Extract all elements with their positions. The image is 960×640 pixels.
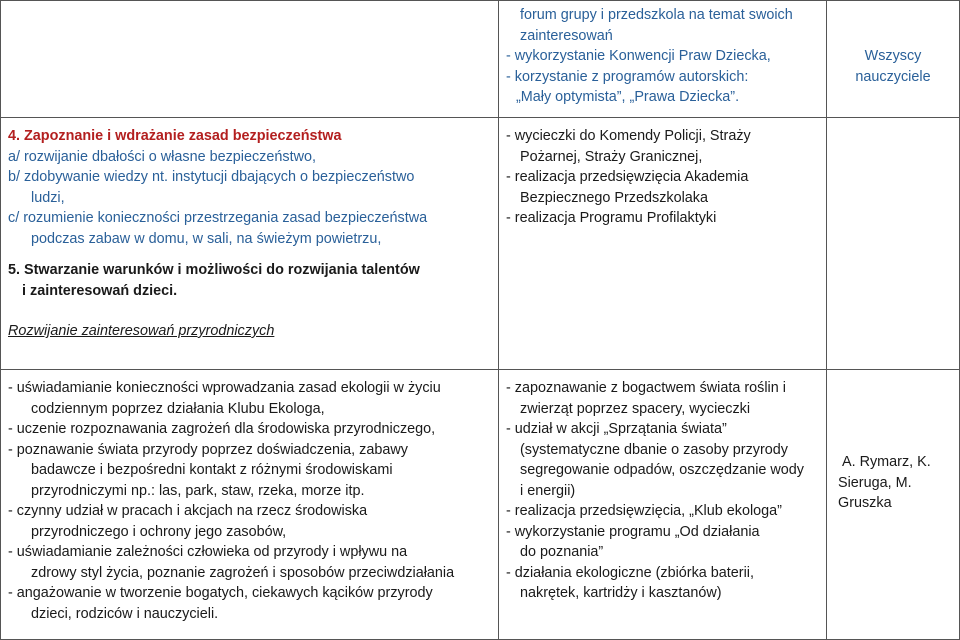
goal-line: - uświadamianie zależności człowieka od przyrody i wpływu na bbox=[8, 544, 408, 560]
method-line: i energii) bbox=[520, 482, 576, 499]
text-line: - wykorzystanie Konwencji Praw Dziecka, bbox=[506, 48, 771, 64]
goal-line: - uświadamianie konieczności wprowadzania zasad ekologii w życiu bbox=[8, 380, 441, 396]
goal-line: dzieci, rodziców i nauczycieli. bbox=[31, 605, 219, 622]
text-line: zainteresowań bbox=[520, 27, 613, 44]
goal-line: - angażowanie w tworzenie bogatych, ciekawych kącików przyrody bbox=[8, 585, 433, 601]
goal-c-cont: podczas zabaw w domu, w sali, na świeżym powietrzu, bbox=[31, 230, 382, 247]
cell-bottom-responsible bbox=[827, 370, 960, 640]
goal-b: b/ zdobywanie wiedzy nt. instytucji dbających o bezpieczeństwo bbox=[8, 169, 415, 185]
responsible-line: A. Rymarz, K. bbox=[842, 454, 931, 470]
text-line: - korzystanie z programów autorskich: bbox=[506, 68, 749, 85]
method-line: nakrętek, kartridży i kasztanów) bbox=[520, 585, 722, 601]
cell-top-methods bbox=[499, 1, 827, 118]
goal-line: - poznawanie świata przyrody poprzez doświadczenia, zabawy bbox=[8, 441, 408, 458]
cell-top-goals bbox=[1, 1, 499, 118]
cell-top-responsible bbox=[827, 1, 960, 118]
responsible-line: nauczyciele bbox=[855, 68, 931, 85]
section-4-heading: 4. Zapoznanie i wdrażanie zasad bezpieczeństwa bbox=[8, 128, 342, 144]
method-line: - udział w akcji „Sprzątania świata” bbox=[506, 421, 727, 437]
goal-line: codziennym poprzez działania Klubu Ekologa, bbox=[31, 400, 325, 417]
method-line: Pożarnej, Straży Granicznej, bbox=[520, 148, 703, 165]
method-line: - realizacja Programu Profilaktyki bbox=[506, 210, 717, 226]
table-row bbox=[1, 118, 960, 370]
table-row bbox=[1, 1, 960, 118]
goal-line: badawcze i bezpośredni kontakt z różnymi środowiskami bbox=[31, 462, 393, 478]
cell-bottom-methods bbox=[499, 370, 827, 640]
method-line: do poznania” bbox=[520, 544, 604, 560]
method-line: - realizacja przedsięwzięcia Akademia bbox=[506, 169, 749, 185]
responsible-line: Gruszka bbox=[838, 495, 892, 511]
goal-line: - czynny udział w pracach i akcjach na rzecz środowiska bbox=[8, 503, 368, 519]
table-row bbox=[1, 370, 960, 640]
goal-b-cont: ludzi, bbox=[31, 189, 65, 206]
method-line: - zapoznawanie z bogactwem świata roślin i bbox=[506, 380, 786, 396]
goal-line: - uczenie rozpoznawania zagrożeń dla środowiska przyrodniczego, bbox=[8, 421, 436, 437]
goal-line: zdrowy styl życia, poznanie zagrożeń i sposobów przeciwdziałania bbox=[31, 564, 455, 581]
responsible-line: Wszyscy bbox=[864, 48, 922, 64]
method-line: segregowanie odpadów, oszczędzanie wody bbox=[520, 462, 805, 478]
method-line: - realizacja przedsięwzięcia, „Klub ekologa” bbox=[506, 503, 782, 519]
section-5-heading: 5. Stwarzanie warunków i możliwości do rozwijania talentów bbox=[8, 262, 420, 278]
method-line: (systematyczne dbanie o zasoby przyrody bbox=[520, 441, 788, 458]
sub-heading: Rozwijanie zainteresowań przyrodniczych bbox=[8, 323, 275, 339]
cell-mid-methods bbox=[499, 118, 827, 370]
goal-a: a/ rozwijanie dbałości o własne bezpieczeństwo, bbox=[8, 148, 316, 165]
text-line: „Mały optymista”, „Prawa Dziecka”. bbox=[516, 89, 740, 105]
responsible-line: Sieruga, M. bbox=[838, 474, 912, 491]
cell-bottom-goals bbox=[1, 370, 499, 640]
text-line: forum grupy i przedszkola na temat swoich bbox=[520, 7, 793, 23]
goal-line: przyrodniczego i ochrony jego zasobów, bbox=[31, 523, 287, 540]
method-line: - wykorzystanie programu „Od działania bbox=[506, 523, 760, 540]
goal-line: przyrodniczymi np.: las, park, staw, rzeka, morze itp. bbox=[31, 482, 365, 499]
method-line: - działania ekologiczne (zbiórka baterii, bbox=[506, 564, 754, 581]
cell-mid-responsible bbox=[827, 118, 960, 370]
method-line: - wycieczki do Komendy Policji, Straży bbox=[506, 128, 751, 144]
section-5-heading-cont: i zainteresowań dzieci. bbox=[22, 282, 178, 299]
cell-mid-goals bbox=[1, 118, 499, 370]
method-line: Bezpiecznego Przedszkolaka bbox=[520, 189, 708, 206]
method-line: zwierząt poprzez spacery, wycieczki bbox=[520, 400, 751, 417]
goal-c: c/ rozumienie konieczności przestrzegania zasad bezpieczeństwa bbox=[8, 210, 428, 226]
